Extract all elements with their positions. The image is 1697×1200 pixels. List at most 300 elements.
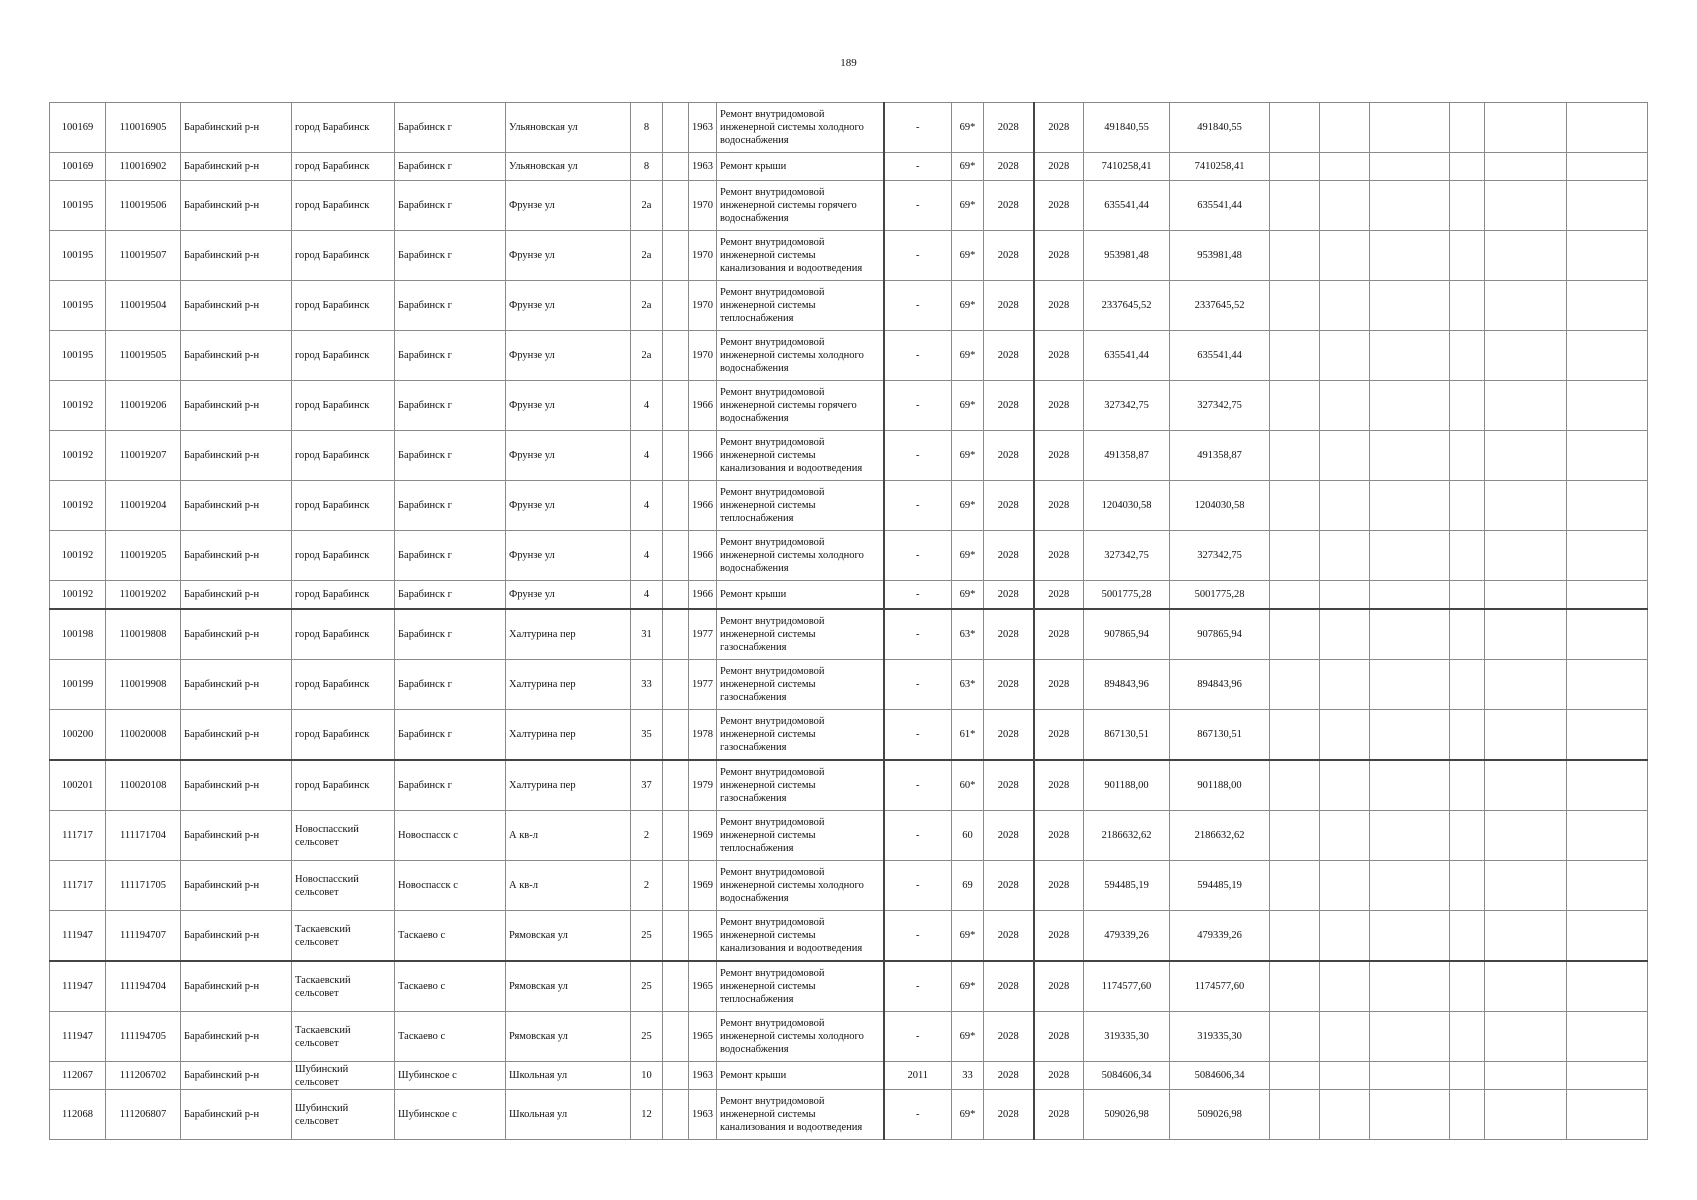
cell-plan-year-start: 2028 (984, 531, 1034, 581)
cell-empty (1450, 911, 1485, 962)
cell-plan-year-start: 2028 (984, 231, 1034, 281)
cell-house-number: 2а (631, 231, 663, 281)
cell-work-type: Ремонт внутридомовой инженерной системы холодного водоснабжения (717, 861, 884, 911)
cell-cost-fund: 479339,26 (1170, 911, 1270, 962)
cell-cost-total: 491840,55 (1084, 103, 1170, 153)
cell-empty (1567, 481, 1648, 531)
cell-empty (1320, 231, 1370, 281)
cell-plan-year-start: 2028 (984, 911, 1034, 962)
cell-plan-year-start: 2028 (984, 961, 1034, 1012)
cell-year-built: 1977 (689, 660, 717, 710)
cell-object-id: 100192 (50, 531, 106, 581)
cell-cost-fund: 1204030,58 (1170, 481, 1270, 531)
cell-empty (663, 431, 689, 481)
cell-empty (1320, 609, 1370, 660)
cell-wear-percent: 69* (952, 431, 984, 481)
cell-last-repair-year: - (884, 609, 952, 660)
cell-plan-year-end: 2028 (1034, 153, 1084, 181)
cell-locality: Барабинск г (395, 531, 506, 581)
cell-cost-total: 7410258,41 (1084, 153, 1170, 181)
cell-empty (1485, 153, 1567, 181)
cell-empty (1485, 231, 1567, 281)
cell-plan-year-end: 2028 (1034, 381, 1084, 431)
cell-plan-year-end: 2028 (1034, 1090, 1084, 1140)
cell-wear-percent: 60 (952, 811, 984, 861)
cell-work-type: Ремонт внутридомовой инженерной системы газоснабжения (717, 660, 884, 710)
cell-plan-year-start: 2028 (984, 760, 1034, 811)
cell-municipality: город Барабинск (292, 153, 395, 181)
cell-empty (1567, 581, 1648, 610)
cell-house-number: 4 (631, 381, 663, 431)
cell-street: Рямовская ул (506, 961, 631, 1012)
cell-municipality: город Барабинск (292, 431, 395, 481)
cell-house-number: 25 (631, 911, 663, 962)
cell-last-repair-year: - (884, 231, 952, 281)
cell-cost-total: 5084606,34 (1084, 1062, 1170, 1090)
cell-locality: Шубинское с (395, 1062, 506, 1090)
cell-year-built: 1965 (689, 961, 717, 1012)
cell-work-code: 110019908 (106, 660, 181, 710)
cell-plan-year-end: 2028 (1034, 481, 1084, 531)
cell-plan-year-end: 2028 (1034, 1062, 1084, 1090)
cell-year-built: 1965 (689, 911, 717, 962)
cell-empty (1370, 431, 1450, 481)
cell-plan-year-start: 2028 (984, 861, 1034, 911)
cell-house-number: 37 (631, 760, 663, 811)
cell-work-code: 110016902 (106, 153, 181, 181)
cell-street: А кв-л (506, 861, 631, 911)
cell-wear-percent: 69* (952, 381, 984, 431)
cell-cost-fund: 491840,55 (1170, 103, 1270, 153)
cell-street: Фрунзе ул (506, 581, 631, 610)
cell-empty (1370, 531, 1450, 581)
cell-municipality: город Барабинск (292, 660, 395, 710)
cell-empty (1270, 231, 1320, 281)
cell-empty (1450, 961, 1485, 1012)
cell-work-code: 111206807 (106, 1090, 181, 1140)
cell-house-number: 33 (631, 660, 663, 710)
cell-district: Барабинский р-н (181, 381, 292, 431)
cell-empty (1567, 1012, 1648, 1062)
cell-house-number: 12 (631, 1090, 663, 1140)
cell-empty (1450, 609, 1485, 660)
cell-plan-year-start: 2028 (984, 181, 1034, 231)
cell-plan-year-end: 2028 (1034, 710, 1084, 761)
cell-empty (1370, 181, 1450, 231)
table-row (50, 811, 1648, 861)
cell-work-type: Ремонт внутридомовой инженерной системы газоснабжения (717, 609, 884, 660)
cell-house-number: 8 (631, 103, 663, 153)
cell-cost-fund: 7410258,41 (1170, 153, 1270, 181)
table-row (50, 481, 1648, 531)
cell-empty (663, 861, 689, 911)
cell-empty (663, 710, 689, 761)
cell-last-repair-year: - (884, 760, 952, 811)
cell-work-code: 110019506 (106, 181, 181, 231)
cell-empty (1567, 660, 1648, 710)
cell-last-repair-year: - (884, 1090, 952, 1140)
cell-street: Фрунзе ул (506, 531, 631, 581)
cell-work-type: Ремонт внутридомовой инженерной системы газоснабжения (717, 760, 884, 811)
cell-work-code: 110020108 (106, 760, 181, 811)
cell-municipality: город Барабинск (292, 331, 395, 381)
cell-empty (663, 153, 689, 181)
cell-empty (1485, 710, 1567, 761)
cell-plan-year-end: 2028 (1034, 911, 1084, 962)
cell-municipality: город Барабинск (292, 710, 395, 761)
cell-plan-year-end: 2028 (1034, 331, 1084, 381)
cell-district: Барабинский р-н (181, 861, 292, 911)
cell-empty (1320, 281, 1370, 331)
cell-wear-percent: 61* (952, 710, 984, 761)
cell-work-type: Ремонт внутридомовой инженерной системы теплоснабжения (717, 481, 884, 531)
cell-street: Фрунзе ул (506, 231, 631, 281)
cell-last-repair-year: - (884, 103, 952, 153)
cell-locality: Барабинск г (395, 609, 506, 660)
cell-last-repair-year: 2011 (884, 1062, 952, 1090)
cell-street: Халтурина пер (506, 660, 631, 710)
cell-district: Барабинский р-н (181, 531, 292, 581)
cell-empty (1320, 760, 1370, 811)
cell-cost-total: 2186632,62 (1084, 811, 1170, 861)
cell-street: Халтурина пер (506, 760, 631, 811)
cell-empty (663, 811, 689, 861)
cell-empty (1485, 381, 1567, 431)
cell-wear-percent: 63* (952, 660, 984, 710)
cell-work-type: Ремонт внутридомовой инженерной системы канализования и водоотведения (717, 911, 884, 962)
cell-empty (1567, 231, 1648, 281)
cell-wear-percent: 63* (952, 609, 984, 660)
cell-district: Барабинский р-н (181, 581, 292, 610)
cell-year-built: 1966 (689, 531, 717, 581)
cell-plan-year-end: 2028 (1034, 531, 1084, 581)
cell-year-built: 1977 (689, 609, 717, 660)
cell-object-id: 100198 (50, 609, 106, 660)
cell-empty (1370, 581, 1450, 610)
cell-locality: Барабинск г (395, 231, 506, 281)
capital-repair-register-table (49, 102, 1648, 1140)
cell-street: Рямовская ул (506, 911, 631, 962)
cell-district: Барабинский р-н (181, 481, 292, 531)
cell-empty (1567, 1062, 1648, 1090)
cell-empty (1485, 431, 1567, 481)
cell-cost-fund: 2337645,52 (1170, 281, 1270, 331)
cell-empty (1485, 481, 1567, 531)
table-row (50, 331, 1648, 381)
cell-empty (1370, 281, 1450, 331)
cell-cost-fund: 901188,00 (1170, 760, 1270, 811)
cell-last-repair-year: - (884, 861, 952, 911)
cell-wear-percent: 69* (952, 153, 984, 181)
cell-object-id: 112068 (50, 1090, 106, 1140)
cell-empty (1485, 760, 1567, 811)
cell-cost-total: 901188,00 (1084, 760, 1170, 811)
cell-cost-fund: 2186632,62 (1170, 811, 1270, 861)
cell-last-repair-year: - (884, 811, 952, 861)
cell-work-code: 110016905 (106, 103, 181, 153)
cell-empty (1320, 181, 1370, 231)
cell-empty (1270, 961, 1320, 1012)
cell-empty (1370, 911, 1450, 962)
cell-empty (1270, 281, 1320, 331)
table-row (50, 581, 1648, 610)
cell-district: Барабинский р-н (181, 181, 292, 231)
cell-district: Барабинский р-н (181, 103, 292, 153)
cell-empty (1567, 531, 1648, 581)
cell-municipality: Таскаевский сельсовет (292, 911, 395, 962)
cell-work-code: 110019808 (106, 609, 181, 660)
cell-cost-fund: 1174577,60 (1170, 961, 1270, 1012)
cell-empty (663, 381, 689, 431)
cell-empty (1320, 660, 1370, 710)
cell-work-type: Ремонт внутридомовой инженерной системы холодного водоснабжения (717, 103, 884, 153)
cell-empty (1270, 1012, 1320, 1062)
cell-work-code: 111206702 (106, 1062, 181, 1090)
cell-plan-year-end: 2028 (1034, 609, 1084, 660)
cell-district: Барабинский р-н (181, 911, 292, 962)
cell-empty (1485, 1062, 1567, 1090)
cell-cost-total: 635541,44 (1084, 331, 1170, 381)
cell-object-id: 100192 (50, 431, 106, 481)
cell-empty (1485, 861, 1567, 911)
cell-locality: Таскаево с (395, 961, 506, 1012)
cell-street: Фрунзе ул (506, 331, 631, 381)
cell-cost-fund: 5001775,28 (1170, 581, 1270, 610)
cell-object-id: 111947 (50, 911, 106, 962)
cell-object-id: 111717 (50, 811, 106, 861)
cell-empty (1450, 861, 1485, 911)
cell-empty (1270, 861, 1320, 911)
cell-empty (1567, 811, 1648, 861)
cell-empty (1567, 281, 1648, 331)
cell-empty (663, 181, 689, 231)
cell-house-number: 2 (631, 861, 663, 911)
cell-wear-percent: 69* (952, 231, 984, 281)
cell-district: Барабинский р-н (181, 153, 292, 181)
cell-object-id: 100195 (50, 181, 106, 231)
table-row (50, 103, 1648, 153)
cell-district: Барабинский р-н (181, 1012, 292, 1062)
cell-year-built: 1979 (689, 760, 717, 811)
cell-locality: Барабинск г (395, 181, 506, 231)
cell-municipality: город Барабинск (292, 581, 395, 610)
cell-plan-year-end: 2028 (1034, 281, 1084, 331)
cell-empty (1370, 660, 1450, 710)
cell-empty (1370, 811, 1450, 861)
cell-cost-fund: 635541,44 (1170, 331, 1270, 381)
cell-municipality: город Барабинск (292, 103, 395, 153)
cell-empty (1450, 811, 1485, 861)
cell-empty (1450, 660, 1485, 710)
cell-empty (1485, 581, 1567, 610)
cell-empty (1485, 531, 1567, 581)
cell-work-type: Ремонт внутридомовой инженерной системы газоснабжения (717, 710, 884, 761)
cell-work-type: Ремонт внутридомовой инженерной системы теплоснабжения (717, 811, 884, 861)
cell-year-built: 1970 (689, 331, 717, 381)
cell-work-type: Ремонт внутридомовой инженерной системы горячего водоснабжения (717, 381, 884, 431)
cell-year-built: 1965 (689, 1012, 717, 1062)
cell-street: Фрунзе ул (506, 481, 631, 531)
cell-empty (663, 1090, 689, 1140)
cell-house-number: 31 (631, 609, 663, 660)
cell-empty (1370, 1012, 1450, 1062)
cell-empty (1320, 153, 1370, 181)
table-row (50, 760, 1648, 811)
cell-work-type: Ремонт внутридомовой инженерной системы канализования и водоотведения (717, 431, 884, 481)
cell-work-code: 111194707 (106, 911, 181, 962)
cell-locality: Барабинск г (395, 381, 506, 431)
cell-plan-year-end: 2028 (1034, 103, 1084, 153)
cell-year-built: 1970 (689, 281, 717, 331)
cell-work-code: 111194704 (106, 961, 181, 1012)
cell-municipality: Шубинский сельсовет (292, 1090, 395, 1140)
cell-plan-year-end: 2028 (1034, 660, 1084, 710)
cell-object-id: 100200 (50, 710, 106, 761)
cell-cost-fund: 327342,75 (1170, 381, 1270, 431)
cell-plan-year-start: 2028 (984, 481, 1034, 531)
cell-last-repair-year: - (884, 1012, 952, 1062)
cell-year-built: 1963 (689, 1090, 717, 1140)
cell-empty (1320, 710, 1370, 761)
cell-object-id: 111947 (50, 961, 106, 1012)
cell-work-type: Ремонт внутридомовой инженерной системы холодного водоснабжения (717, 1012, 884, 1062)
cell-empty (1370, 381, 1450, 431)
cell-empty (1485, 1012, 1567, 1062)
cell-district: Барабинский р-н (181, 961, 292, 1012)
cell-year-built: 1969 (689, 861, 717, 911)
cell-empty (1270, 431, 1320, 481)
cell-cost-fund: 867130,51 (1170, 710, 1270, 761)
cell-empty (1485, 281, 1567, 331)
cell-empty (663, 911, 689, 962)
cell-cost-total: 635541,44 (1084, 181, 1170, 231)
cell-empty (663, 1012, 689, 1062)
cell-last-repair-year: - (884, 281, 952, 331)
cell-object-id: 100192 (50, 381, 106, 431)
cell-district: Барабинский р-н (181, 710, 292, 761)
cell-municipality: город Барабинск (292, 609, 395, 660)
cell-empty (1370, 760, 1450, 811)
cell-house-number: 4 (631, 581, 663, 610)
cell-empty (1320, 861, 1370, 911)
cell-cost-fund: 319335,30 (1170, 1012, 1270, 1062)
cell-house-number: 25 (631, 1012, 663, 1062)
cell-plan-year-end: 2028 (1034, 861, 1084, 911)
cell-empty (663, 760, 689, 811)
cell-cost-total: 1204030,58 (1084, 481, 1170, 531)
cell-wear-percent: 69* (952, 481, 984, 531)
cell-empty (1320, 911, 1370, 962)
cell-empty (1270, 331, 1320, 381)
cell-wear-percent: 69* (952, 181, 984, 231)
cell-plan-year-start: 2028 (984, 381, 1034, 431)
cell-work-code: 111171705 (106, 861, 181, 911)
cell-cost-fund: 509026,98 (1170, 1090, 1270, 1140)
cell-wear-percent: 69* (952, 581, 984, 610)
cell-municipality: город Барабинск (292, 381, 395, 431)
cell-cost-total: 479339,26 (1084, 911, 1170, 962)
cell-last-repair-year: - (884, 581, 952, 610)
cell-street: Ульяновская ул (506, 153, 631, 181)
cell-empty (1320, 531, 1370, 581)
cell-object-id: 100201 (50, 760, 106, 811)
cell-empty (1270, 760, 1320, 811)
cell-locality: Барабинск г (395, 153, 506, 181)
cell-wear-percent: 69* (952, 1090, 984, 1140)
cell-cost-total: 327342,75 (1084, 531, 1170, 581)
cell-last-repair-year: - (884, 381, 952, 431)
cell-empty (663, 231, 689, 281)
cell-last-repair-year: - (884, 531, 952, 581)
cell-plan-year-end: 2028 (1034, 231, 1084, 281)
cell-empty (1450, 181, 1485, 231)
cell-plan-year-start: 2028 (984, 660, 1034, 710)
cell-empty (1450, 531, 1485, 581)
cell-street: А кв-л (506, 811, 631, 861)
cell-empty (1450, 281, 1485, 331)
cell-street: Рямовская ул (506, 1012, 631, 1062)
cell-empty (1485, 103, 1567, 153)
cell-district: Барабинский р-н (181, 811, 292, 861)
cell-cost-fund: 635541,44 (1170, 181, 1270, 231)
cell-empty (1450, 381, 1485, 431)
cell-cost-fund: 907865,94 (1170, 609, 1270, 660)
cell-year-built: 1963 (689, 103, 717, 153)
cell-plan-year-end: 2028 (1034, 181, 1084, 231)
cell-empty (1485, 181, 1567, 231)
cell-municipality: город Барабинск (292, 531, 395, 581)
cell-work-code: 110019505 (106, 331, 181, 381)
cell-empty (1450, 1062, 1485, 1090)
cell-year-built: 1966 (689, 481, 717, 531)
cell-work-type: Ремонт внутридомовой инженерной системы канализования и водоотведения (717, 231, 884, 281)
cell-empty (1320, 1090, 1370, 1140)
cell-plan-year-end: 2028 (1034, 431, 1084, 481)
cell-wear-percent: 33 (952, 1062, 984, 1090)
cell-work-type: Ремонт внутридомовой инженерной системы холодного водоснабжения (717, 531, 884, 581)
cell-empty (1270, 153, 1320, 181)
cell-empty (1567, 710, 1648, 761)
cell-street: Фрунзе ул (506, 431, 631, 481)
cell-empty (1567, 381, 1648, 431)
cell-locality: Шубинское с (395, 1090, 506, 1140)
cell-cost-fund: 491358,87 (1170, 431, 1270, 481)
cell-empty (1320, 431, 1370, 481)
cell-district: Барабинский р-н (181, 1062, 292, 1090)
cell-district: Барабинский р-н (181, 1090, 292, 1140)
cell-empty (1370, 153, 1450, 181)
cell-street: Школьная ул (506, 1062, 631, 1090)
cell-locality: Новоспасск с (395, 811, 506, 861)
cell-cost-total: 2337645,52 (1084, 281, 1170, 331)
cell-last-repair-year: - (884, 961, 952, 1012)
cell-plan-year-start: 2028 (984, 609, 1034, 660)
cell-plan-year-start: 2028 (984, 710, 1034, 761)
cell-district: Барабинский р-н (181, 281, 292, 331)
cell-work-type: Ремонт крыши (717, 1062, 884, 1090)
cell-locality: Барабинск г (395, 331, 506, 381)
cell-object-id: 100195 (50, 231, 106, 281)
cell-street: Ульяновская ул (506, 103, 631, 153)
cell-year-built: 1966 (689, 581, 717, 610)
cell-empty (1320, 581, 1370, 610)
cell-plan-year-start: 2028 (984, 1012, 1034, 1062)
cell-empty (1485, 811, 1567, 861)
cell-empty (1270, 381, 1320, 431)
cell-plan-year-start: 2028 (984, 1090, 1034, 1140)
table-row (50, 961, 1648, 1012)
cell-cost-total: 509026,98 (1084, 1090, 1170, 1140)
